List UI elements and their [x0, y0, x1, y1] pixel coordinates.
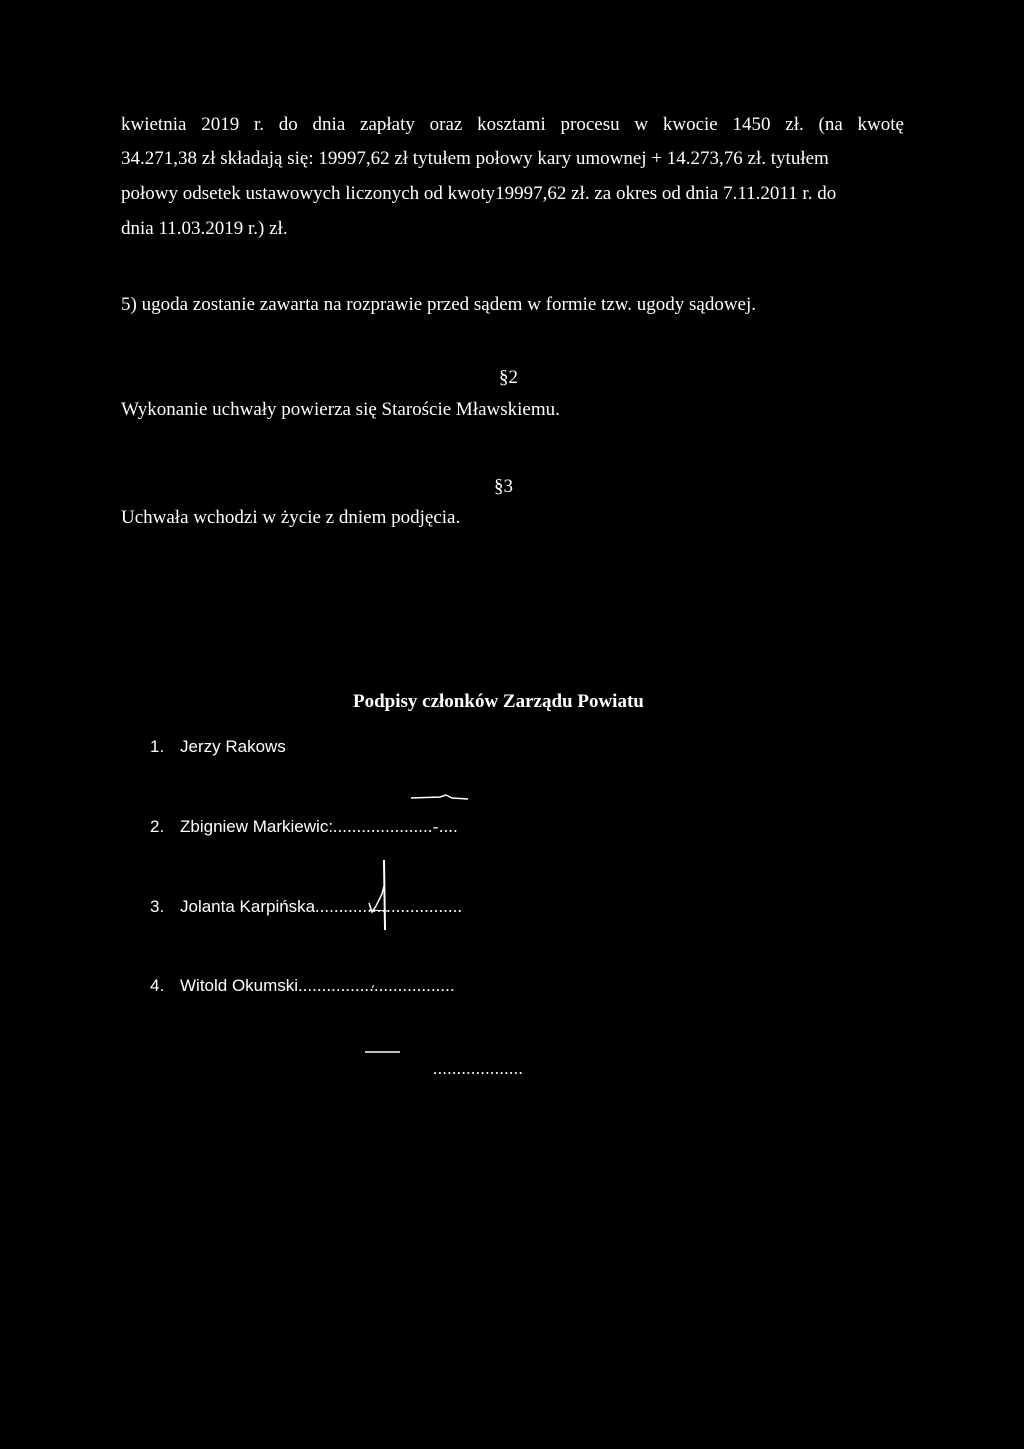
signature-name: Witold Okumski: [180, 976, 299, 995]
signature-number: 1.: [150, 737, 165, 756]
paragraph-line-1: [121, 113, 904, 137]
signature-stroke-2: [384, 860, 385, 930]
signature-dots: .................................: [298, 976, 455, 995]
section-3-text: Uchwała wchodzi w życie z dniem podjęcia.: [121, 507, 461, 528]
signature-row-2: [150, 816, 458, 838]
section-2-heading: §2: [499, 367, 518, 388]
signature-number: 3.: [150, 897, 165, 916]
trailing-dots: [433, 1058, 523, 1080]
signature-stroke-1: [411, 795, 468, 799]
signature-row-3: [150, 896, 462, 918]
signature-row-4: [150, 975, 455, 997]
signature-number: 4.: [150, 976, 165, 995]
signature-name: Jerzy Rakows: [180, 737, 286, 756]
section-3-heading: §3: [494, 476, 513, 497]
signature-dots: .....................-....: [333, 817, 458, 836]
paragraph-line-4: dnia 11.03.2019 r.) zł.: [121, 218, 288, 239]
paragraph-line-1-text: kwietnia 2019 r. do dnia zapłaty oraz kosztami procesu w kwocie 1450 zł. (na kwotę: [121, 114, 904, 135]
signature-name: Zbigniew Markiewic:: [180, 817, 334, 836]
signature-row-1: [150, 736, 286, 758]
signature-name: Jolanta Karpińska: [180, 897, 316, 916]
signature-dots: ...............................: [315, 897, 463, 916]
paragraph-line-3: połowy odsetek ustawowych liczonych od kwoty19997,62 zł. za okres od dnia 7.11.2011 r. do: [121, 183, 837, 204]
signature-number: 2.: [150, 817, 165, 836]
section-2-text: Wykonanie uchwały powierza się Staroście Mławskiemu.: [121, 399, 560, 420]
point-5-text: 5) ugoda zostanie zawarta na rozprawie przed sądem w formie tzw. ugody sądowej.: [121, 294, 757, 315]
trailing-dots-text: ...................: [433, 1059, 524, 1078]
paragraph-line-2: 34.271,38 zł składają się: 19997,62 zł tytułem połowy kary umownej + 14.273,76 zł. tytułem: [121, 148, 829, 169]
signatures-title: Podpisy członków Zarządu Powiatu: [353, 691, 644, 712]
